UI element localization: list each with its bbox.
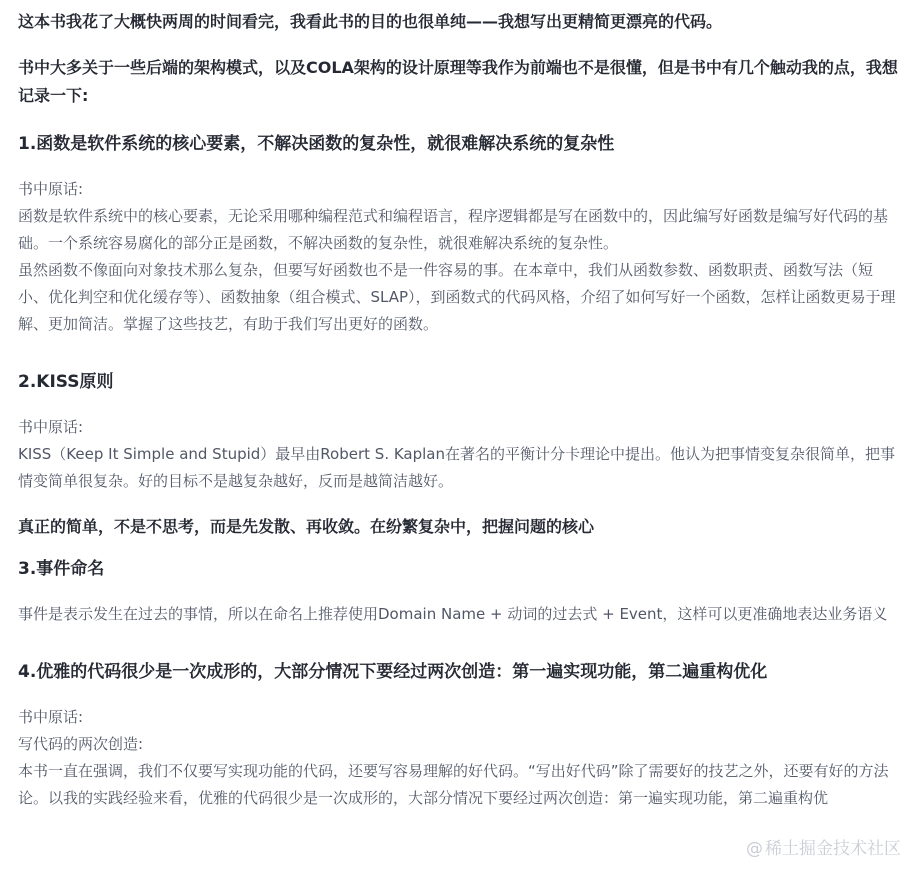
section-3-heading: 3.事件命名 [18, 559, 105, 579]
intro-line-1: 这本书我花了大概快两周的时间看完，我看此书的目的也很单纯——我想写出更精简更漂亮的代码。 [18, 12, 723, 31]
section-4-para-1: 本书一直在强调，我们不仅要写实现功能的代码，还要写容易理解的好代码。“写出好代码”除了需要好的技艺之外，还要有好的方法论。以我的实践经验来看，优雅的代码很少是一次成形的，大部分情况下要经过两次创造：第一遍实现功能，第二遍重构优 [18, 762, 889, 807]
section-4-heading: 4.优雅的代码很少是一次成形的，大部分情况下要经过两次创造：第一遍实现功能，第二遍重构优化 [18, 662, 768, 682]
section-2-para-1: KISS（Keep It Simple and Stupid）最早由Robert S. Kaplan在著名的平衡计分卡理论中提出。他认为把事情变复杂很简单，把事情变简单很复杂。好的目标不是越复杂越好，反而是越简洁越好。 [18, 445, 896, 490]
section-1-heading: 1.函数是软件系统的核心要素，不解决函数的复杂性，就很难解决系统的复杂性 [18, 134, 615, 154]
watermark-at-symbol: @ [746, 839, 763, 859]
section-1-source-label: 书中原话: [18, 180, 84, 198]
section-3-para-1: 事件是表示发生在过去的事情，所以在命名上推荐使用Domain Name + 动词的过去式 + Event，这样可以更准确地表达业务语义 [18, 605, 888, 623]
watermark-text: 稀土掘金技术社区 [765, 839, 901, 859]
section-2-heading: 2.KISS原则 [18, 372, 114, 392]
section-2-source-label: 书中原话: [18, 418, 84, 436]
site-watermark [746, 834, 901, 859]
section-4-sub-label: 写代码的两次创造: [18, 735, 144, 753]
section-1-para-2: 虽然函数不像面向对象技术那么复杂，但要写好函数也不是一件容易的事。在本章中，我们从函数参数、函数职责、函数写法（短小、优化判空和优化缓存等）、函数抽象（组合模式、SLAP），到函数式的代码风格，介绍了如何写好一个函数，怎样让函数更易于理解、更加简洁。掌握了这些技艺，有助于我们写出更好的函数。 [18, 261, 896, 333]
section-2-emphasis: 真正的简单，不是不思考，而是先发散、再收敛。在纷繁复杂中，把握问题的核心 [18, 517, 595, 536]
section-4-source-label: 书中原话: [18, 708, 84, 726]
section-1-para-1: 函数是软件系统中的核心要素，无论采用哪种编程范式和编程语言，程序逻辑都是写在函数中的，因此编写好函数是编写好代码的基础。一个系统容易腐化的部分正是函数，不解决函数的复杂性，就很难解决系统的复杂性。 [18, 207, 889, 252]
intro-line-2: 书中大多关于一些后端的架构模式，以及COLA架构的设计原理等我作为前端也不是很懂，但是书中有几个触动我的点，我想记录一下: [18, 58, 898, 105]
